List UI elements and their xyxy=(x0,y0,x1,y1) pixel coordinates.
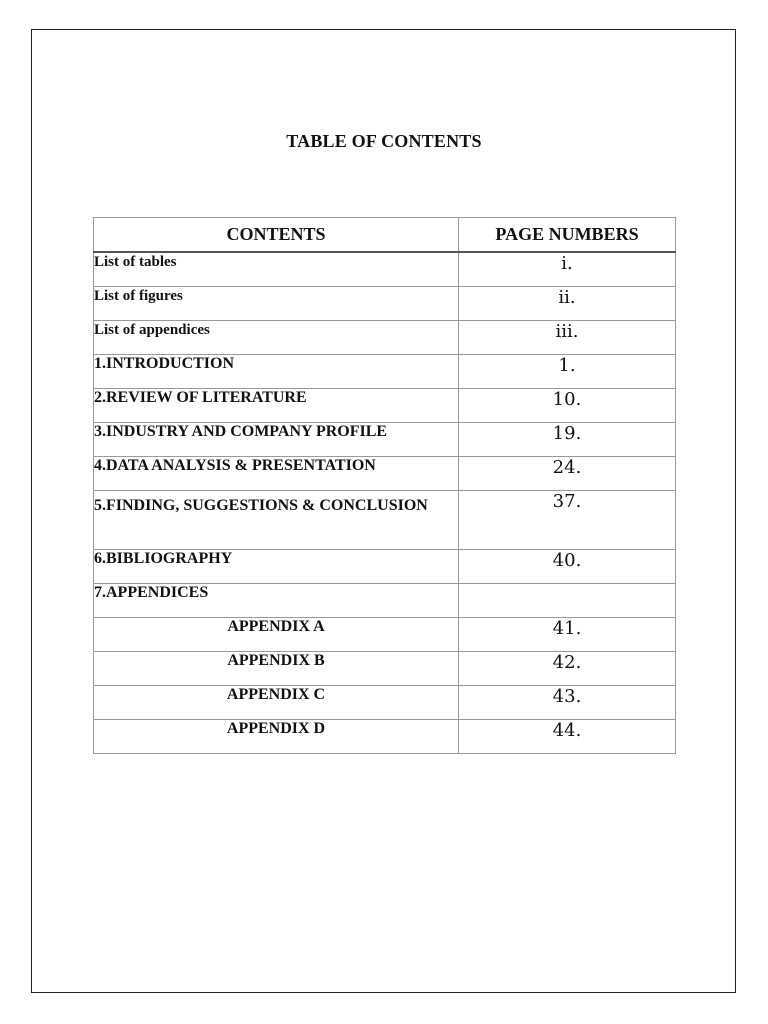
toc-entry-label: APPENDIX D xyxy=(94,719,459,753)
toc-row xyxy=(94,617,676,651)
toc-row xyxy=(94,549,676,583)
toc-entry-label: 7.APPENDICES xyxy=(94,583,459,617)
document-title: TABLE OF CONTENTS xyxy=(286,131,482,151)
toc-row xyxy=(94,286,676,320)
toc-entry-label: List of appendices xyxy=(94,320,459,354)
toc-entry-page: 43. xyxy=(459,685,676,719)
toc-row xyxy=(94,490,676,549)
toc-row xyxy=(94,719,676,753)
toc-row xyxy=(94,252,676,286)
toc-entry-page: 37. xyxy=(459,490,676,549)
toc-entry-label: APPENDIX B xyxy=(94,651,459,685)
toc-row xyxy=(94,685,676,719)
page-numbers-header: PAGE NUMBERS xyxy=(459,218,676,253)
contents-header: CONTENTS xyxy=(94,218,459,253)
toc-entry-label: 1.INTRODUCTION xyxy=(94,354,459,388)
toc-entry-label: APPENDIX C xyxy=(94,685,459,719)
toc-entry-label: List of tables xyxy=(94,252,459,286)
toc-header-row xyxy=(94,218,676,253)
toc-entry-label: 2.REVIEW OF LITERATURE xyxy=(94,388,459,422)
toc-entry-page: 19. xyxy=(459,422,676,456)
toc-entry-page: 1. xyxy=(459,354,676,388)
toc-entry-page: ii. xyxy=(459,286,676,320)
toc-entry-page: 42. xyxy=(459,651,676,685)
toc-row xyxy=(94,456,676,490)
toc-entry-label: 5.FINDING, SUGGESTIONS & CONCLUSION xyxy=(94,490,459,549)
toc-entry-page: 44. xyxy=(459,719,676,753)
toc-row xyxy=(94,583,676,617)
toc-row xyxy=(94,354,676,388)
toc-row xyxy=(94,388,676,422)
toc-row xyxy=(94,422,676,456)
toc-entry-page: iii. xyxy=(459,320,676,354)
toc-entry-page: 24. xyxy=(459,456,676,490)
toc-entry-label: 3.INDUSTRY AND COMPANY PROFILE xyxy=(94,422,459,456)
toc-entry-page: 41. xyxy=(459,617,676,651)
toc-entry-page: 10. xyxy=(459,388,676,422)
toc-entry-label: 6.BIBLIOGRAPHY xyxy=(94,549,459,583)
toc-row xyxy=(94,651,676,685)
toc-entry-label: 4.DATA ANALYSIS & PRESENTATION xyxy=(94,456,459,490)
toc-entry-page: 40. xyxy=(459,549,676,583)
toc-entry-label: List of figures xyxy=(94,286,459,320)
toc-entry-page xyxy=(459,583,676,617)
toc-table xyxy=(93,217,676,754)
toc-entry-label: APPENDIX A xyxy=(94,617,459,651)
toc-entry-page: i. xyxy=(459,252,676,286)
toc-row xyxy=(94,320,676,354)
